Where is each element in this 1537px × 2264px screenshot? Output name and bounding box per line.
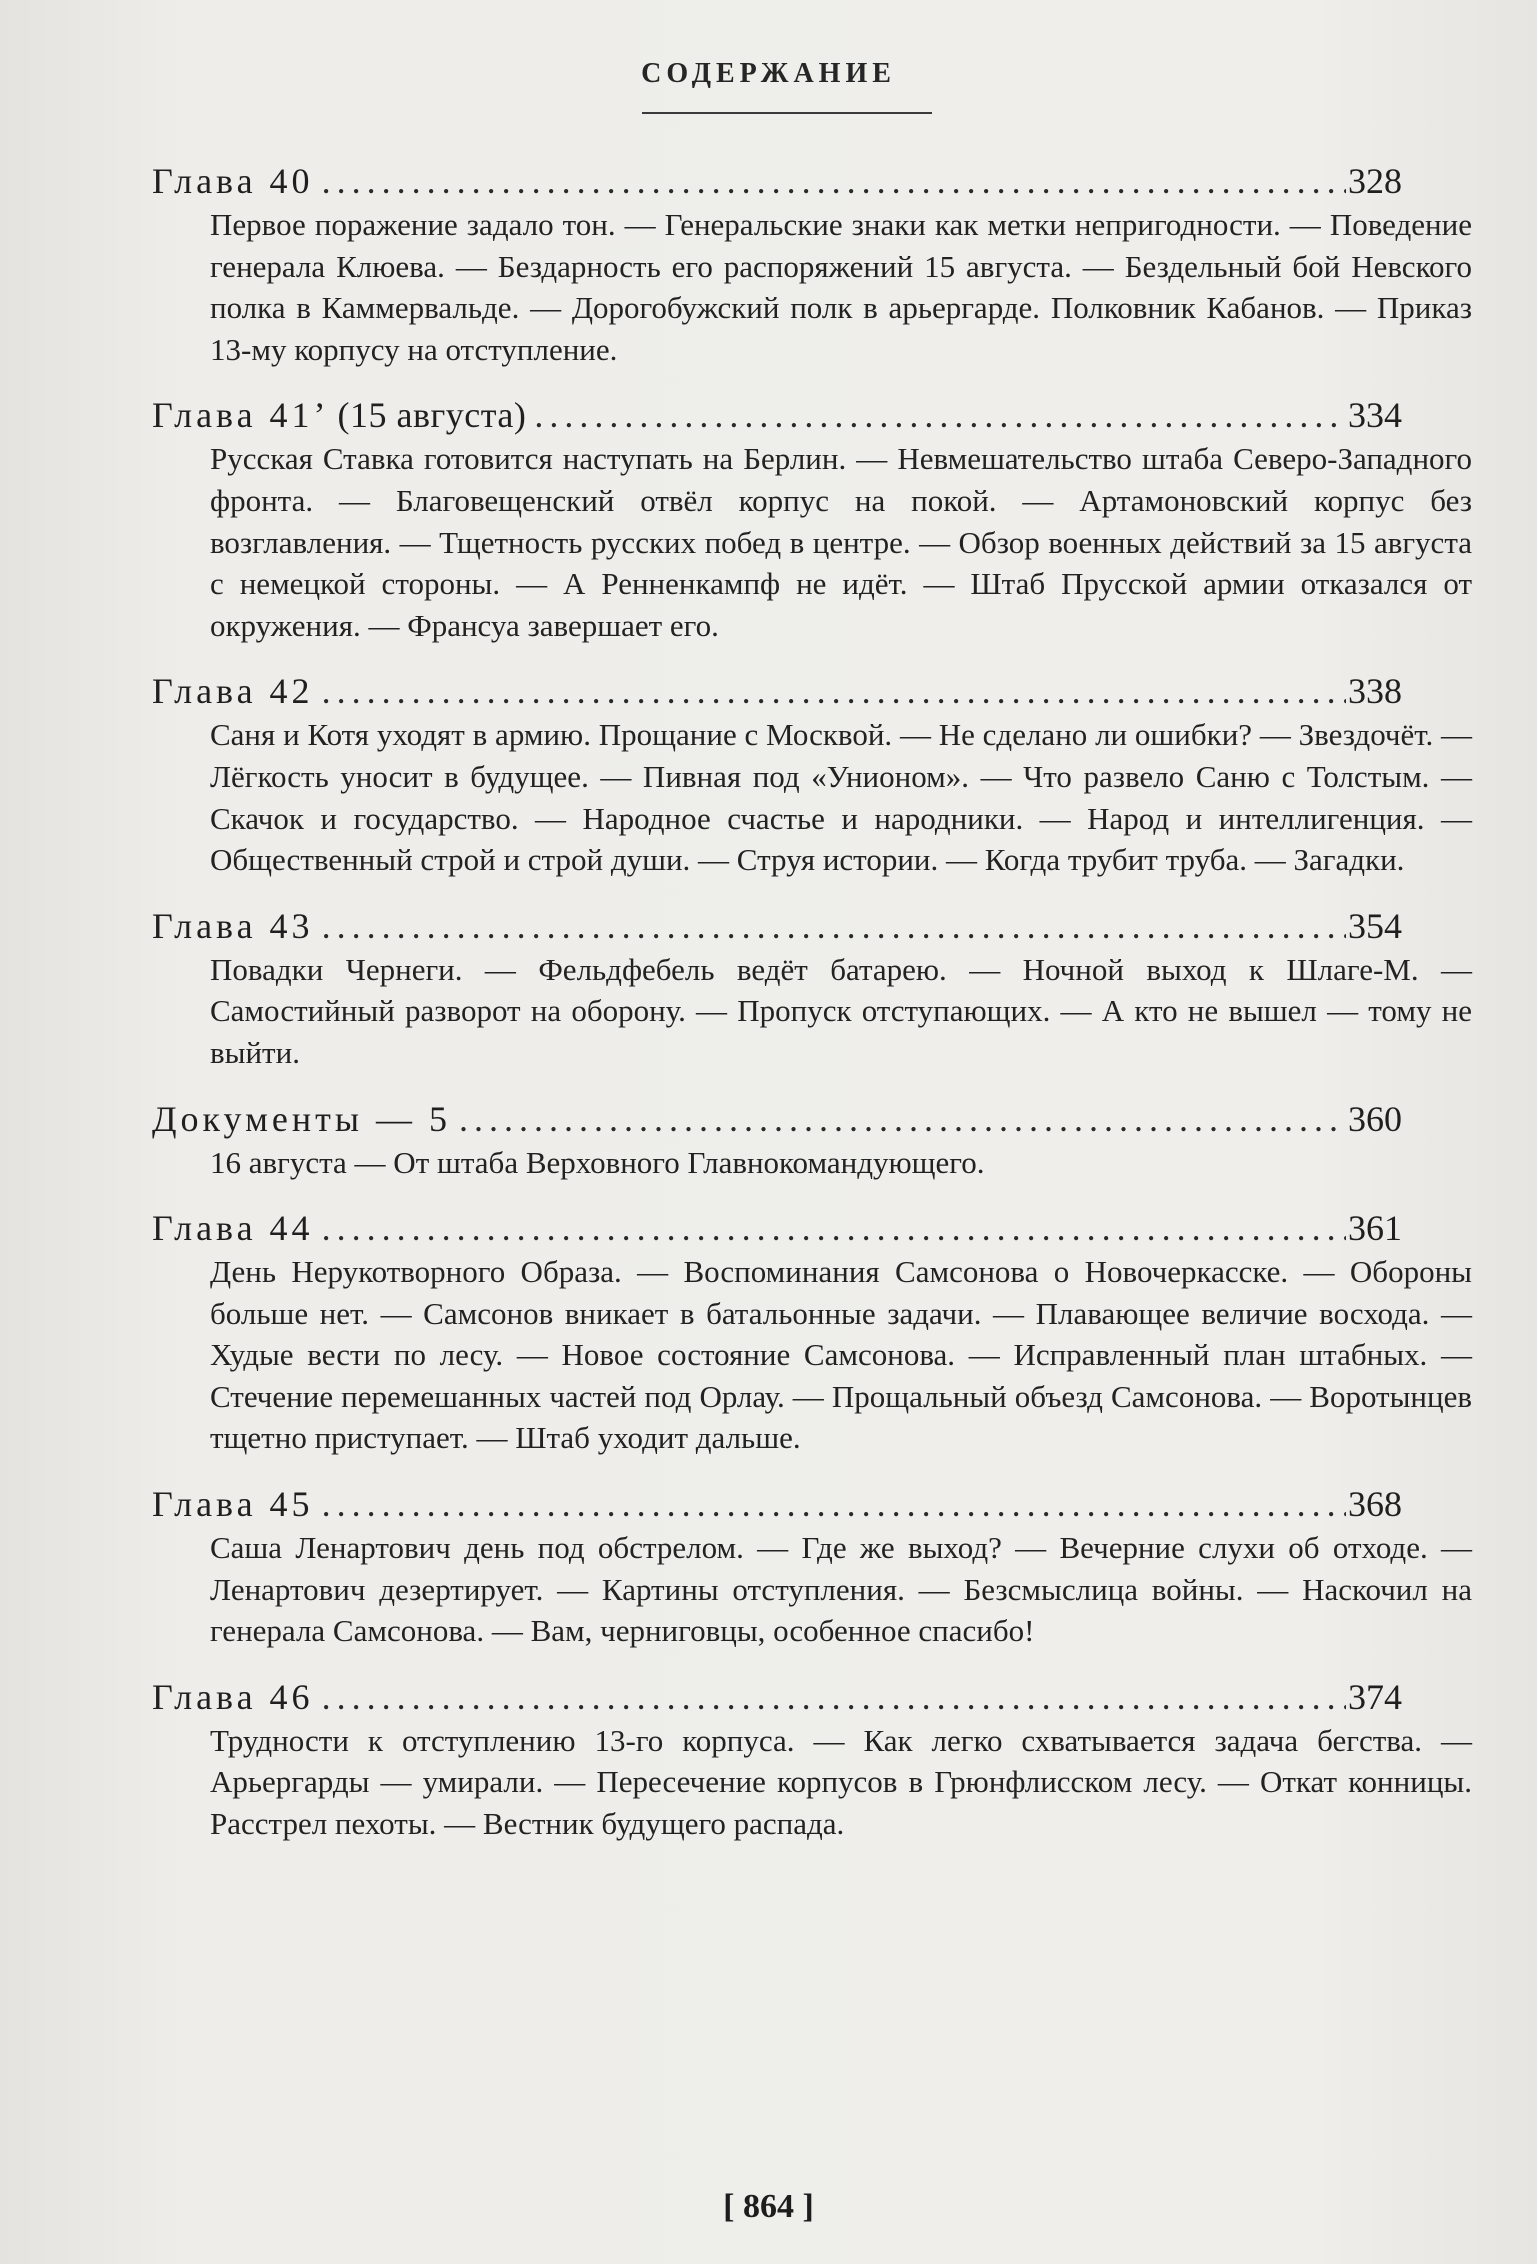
toc-entry <box>152 158 1472 370</box>
toc-entry-heading <box>152 903 1402 949</box>
entry-title: Глава 44 <box>152 1208 314 1249</box>
entry-title: Глава 42 <box>152 671 314 712</box>
toc-entry <box>152 1674 1472 1845</box>
toc-entry <box>152 1096 1402 1184</box>
table-of-contents <box>152 158 1472 1867</box>
entry-summary: Саня и Котя уходят в армию. Прощание с Москвой. — Не сделано ли ошибки? — Звездочёт. — Лёгкость уносит в будущее. — Пивная под «Унионом». — Что развело Саню с Толстым. — Скачок и государство. — Народное счастье и народники. — Народ и интеллигенция. — Общественный строй и строй души. — Струя истории. — Когда трубит труба. — Загадки. <box>210 717 1472 878</box>
toc-entry-heading <box>152 1481 1402 1527</box>
toc-entry-heading <box>152 1096 1402 1142</box>
entry-title: Документы — 5 <box>152 1098 452 1139</box>
entry-title: Глава 43 <box>152 905 314 946</box>
entry-summary: Трудности к отступлению 13-го корпуса. — Как легко схватывается задача бегства. — Арьергарды — умирали. — Пересечение корпусов в Грюнфлисском лесу. — Откат конницы. Расстрел пехоты. — Вестник будущего распада. <box>210 1722 1472 1842</box>
entry-page-number: 334 <box>1348 395 1402 436</box>
leader-dots <box>322 1481 1346 1527</box>
entry-title: Глава 41’ <box>152 395 330 436</box>
toc-entry-heading <box>152 668 1402 714</box>
title-rule <box>642 112 932 114</box>
leader-dots <box>534 392 1346 438</box>
toc-entry <box>152 1481 1472 1652</box>
entry-title-date: (15 августа) <box>337 395 527 436</box>
page-number: [ 864 ] <box>723 2188 814 2225</box>
leader-dots <box>322 668 1346 714</box>
toc-entry <box>152 1205 1472 1459</box>
entry-page-number: 361 <box>1348 1208 1402 1249</box>
toc-entry <box>152 903 1472 1074</box>
toc-entry-heading <box>152 1674 1402 1720</box>
toc-entry-heading <box>152 158 1402 204</box>
entry-title: Глава 40 <box>152 161 314 201</box>
entry-summary: 16 августа — От штаба Верховного Главнокомандующего. <box>210 1144 985 1180</box>
toc-entry-heading <box>152 1205 1402 1251</box>
toc-entry <box>152 668 1472 880</box>
leader-dots <box>322 1205 1346 1251</box>
entry-title: Глава 45 <box>152 1484 314 1525</box>
entry-summary: Саша Ленартович день под обстрелом. — Где же выход? — Вечерние слухи об отходе. — Ленартович дезертирует. — Картины отступления. — Безсмыслица войны. — Наскочил на генерала Самсонова. — Вам, черниговцы, особенное спасибо! <box>210 1530 1472 1649</box>
entry-page-number: 360 <box>1348 1098 1402 1139</box>
entry-summary: Повадки Чернеги. — Фельдфебель ведёт батарею. — Ночной выход к Шлаге-М. — Самостийный разворот на оборону. — Пропуск отступающих. — А кто не вышел — тому не выйти. <box>210 951 1472 1070</box>
leader-dots <box>322 903 1346 949</box>
entry-page-number: 354 <box>1348 905 1402 946</box>
entry-page-number: 338 <box>1348 671 1402 712</box>
entry-title: Глава 46 <box>152 1676 314 1717</box>
toc-entry-heading <box>152 392 1402 438</box>
leader-dots <box>322 158 1346 204</box>
entry-summary: Русская Ставка готовится наступать на Берлин. — Невмешательство штаба Северо-Западного фронта. — Благовещенский отвёл корпус на покой. — Артамоновский корпус без возглавления. — Тщетность русских побед в центре. — Обзор военных действий за 15 августа с немецкой стороны. — А Ренненкампф не идёт. — Штаб Прусской армии отказался от окружения. — Франсуа завершает его. <box>210 441 1472 643</box>
entry-page-number: 328 <box>1348 161 1402 201</box>
leader-dots <box>322 1674 1346 1720</box>
entry-summary: День Нерукотворного Образа. — Воспоминания Самсонова о Новочеркасске. — Обороны больше нет. — Самсонов вникает в батальонные задачи. — Плавающее величие восхода. — Худые вести по лесу. — Новое состояние Самсонова. — Исправленный план штабных. — Стечение перемешанных частей под Орлау. — Прощальный объезд Самсонова. — Воротынцев тщетно приступает. — Штаб уходит дальше. <box>210 1254 1472 1456</box>
page-title: СОДЕРЖАНИЕ <box>641 58 896 89</box>
entry-summary: Первое поражение задало тон. — Генеральские знаки как метки непригодности. — Поведение генерала Клюева. — Бездарность его распоряжений 15 августа. — Бездельный бой Невского полка в Каммервальде. — Дорогобужский полк в арьергарде. Полковник Кабанов. — Приказ 13-му корпусу на отступление. <box>210 207 1472 367</box>
leader-dots <box>459 1096 1346 1142</box>
entry-page-number: 368 <box>1348 1484 1402 1525</box>
toc-entry <box>152 392 1472 646</box>
entry-page-number: 374 <box>1348 1676 1402 1717</box>
